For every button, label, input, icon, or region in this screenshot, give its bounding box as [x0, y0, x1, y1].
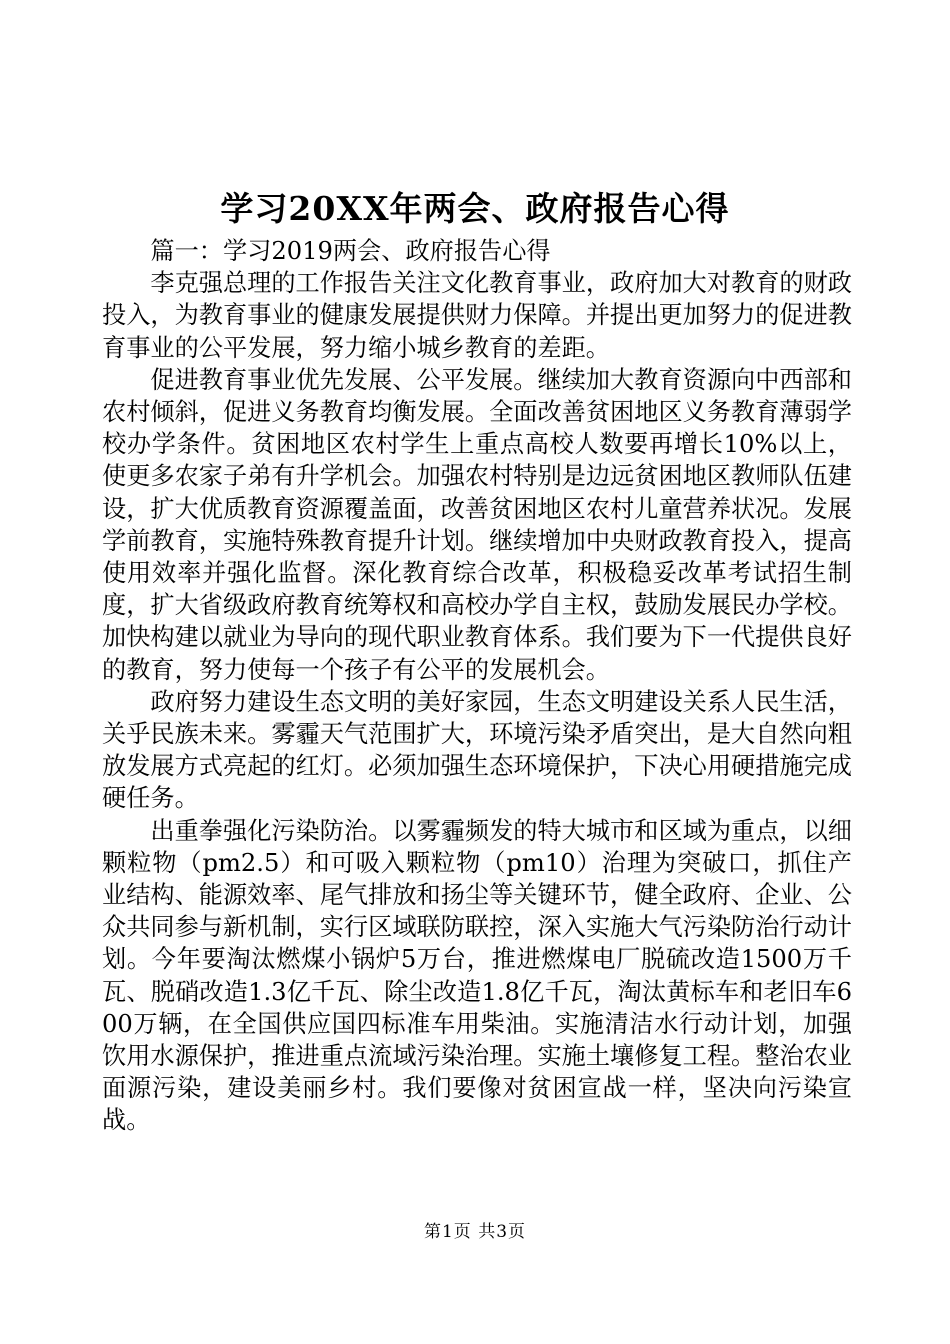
- document-title: 学习20XX年两会、政府报告心得: [220, 189, 730, 228]
- document-body: [102, 235, 852, 1137]
- paragraph: 促进教育事业优先发展、公平发展。继续加大教育资源向中西部和农村倾斜，促进义务教育均衡发展。全面改善贫困地区义务教育薄弱学校办学条件。贫困地区农村学生上重点高校人数要再增长10%以上，使更多农家子弟有升学机会。加强农村特别是边远贫困地区教师队伍建设，扩大优质教育资源覆盖面，改善贫困地区农村儿童营养状况。发展学前教育，实施特殊教育提升计划。继续增加中央财政教育投入，提高使用效率并强化监督。深化教育综合改革，积极稳妥改革考试招生制度，扩大省级政府教育统筹权和高校办学自主权，鼓励发展民办学校。加快构建以就业为导向的现代职业教育体系。我们要为下一代提供良好的教育，努力使每一个孩子有公平的发展机会。: [102, 365, 852, 684]
- paragraph: 李克强总理的工作报告关注文化教育事业，政府加大对教育的财政投入，为教育事业的健康发展提供财力保障。并提出更加努力的促进教育事业的公平发展，努力缩小城乡教育的差距。: [102, 269, 852, 362]
- paragraph: 政府努力建设生态文明的美好家园，生态文明建设关系人民生活，关乎民族未来。雾霾天气范围扩大，环境污染矛盾突出，是大自然向粗放发展方式亮起的红灯。必须加强生态环境保护，下决心用硬措施完成硬任务。: [102, 687, 852, 813]
- page-number-footer: 第1页 共3页: [423, 1222, 527, 1242]
- section-heading: 篇一：学习2019两会、政府报告心得: [150, 237, 551, 265]
- paragraph: 出重拳强化污染防治。以雾霾频发的特大城市和区域为重点，以细颗粒物（pm2.5）和可吸入颗粒物（pm10）治理为突破口，抓住产业结构、能源效率、尾气排放和扬尘等关键环节，健全政府、企业、公众共同参与新机制，实行区域联防联控，深入实施大气污染防治行动计划。今年要淘汰燃煤小锅炉5万台，推进燃煤电厂脱硫改造1500万千瓦、脱硝改造1.3亿千瓦、除尘改造1.8亿千瓦，淘汰黄标车和老旧车600万辆，在全国供应国四标准车用柴油。实施清洁水行动计划，加强饮用水源保护，推进重点流域污染治理。实施土壤修复工程。整治农业面源污染，建设美丽乡村。我们要像对贫困宣战一样，坚决向污染宣战。: [102, 816, 852, 1135]
